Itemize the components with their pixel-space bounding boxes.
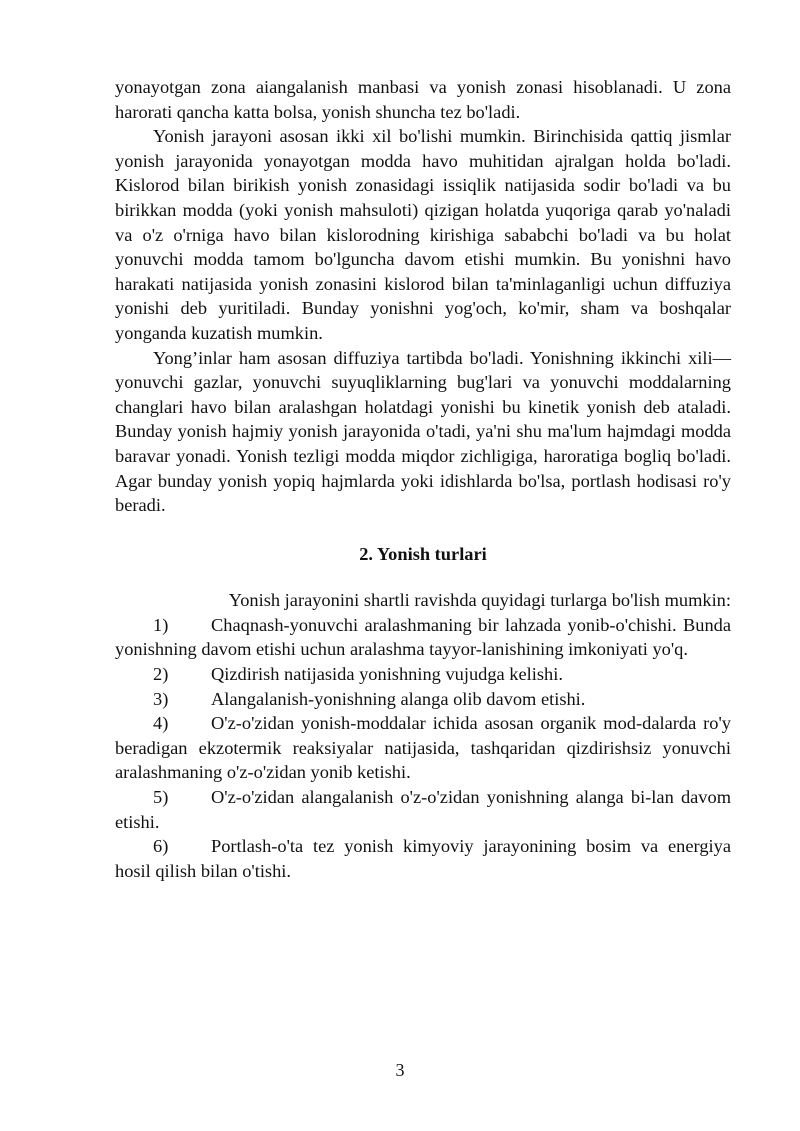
list-item-text: Alangalanish-yonishning alanga olib davom etishi. xyxy=(211,688,586,709)
page-number: 3 xyxy=(395,1060,405,1080)
list-intro: Yonish jarayonini shartli ravishda quyidagi turlarga bo'lish mumkin: xyxy=(228,590,731,611)
section-title: 2. Yonish turlari xyxy=(359,543,487,564)
list-item-number: 5) xyxy=(153,787,169,808)
list-item-text: Chaqnash-yonuvchi aralashmaning bir lahzada yonib-o'chishi. Bunda yonishning davom etishi uchun aralashma tayyor-lanishining imkoniyati yo'q. xyxy=(115,614,731,660)
paragraph-combustion-types: Yonish jarayoni asosan ikki xil bo'lishi mumkin. Birinchisida qattiq jismlar yonish jarayonida yonayotgan modda havo muhitidan ajralgan holda bo'ladi. Kislorod bilan birikish yonish zonasidagi issiqlik natijasida sodir bo'ladi va bu birikkan modda (yoki yonish mahsuloti) qizigan holatda yuqoriga qarab yo'naladi va o'z o'rniga havo bilan kislorodning kirishiga sababchi bo'ladi va bu holat yonuvchi modda tamom bo'lguncha davom etishi mumkin. Bu yonishni havo harakati natijasida yonish zonasini kislorod bilan ta'minlaganligi uchun diffuziya yonishi deb yuritiladi. Bunday yonishni yog'och, ko'mir, sham va boshqalar yonganda kuzatish mumkin. xyxy=(115,126,731,343)
paragraph-continuation: yonayotgan zona aiangalanish manbasi va yonish zonasi hisoblanadi. U zona harorati qancha katta bolsa, yonish shuncha tez bo'ladi. xyxy=(115,77,731,122)
list-item xyxy=(115,687,731,712)
paragraph-kinetic-combustion: Yong’inlar ham asosan diffuziya tartibda bo'ladi. Yonishning ikkinchi xili—yonuvchi gazlar, yonuvchi suyuqliklarning bug'lari va yonuvchi moddalarning changlari havo bilan aralashgan holatdagi yonishi bu kinetik yonish deb ataladi. Bunday yonish hajmiy yonish jarayonida o'tadi, ya'ni shu ma'lum hajmdagi modda baravar yonadi. Yonish tezligi modda miqdor zichligiga, haroratiga bogliq bo'ladi. Agar bunday yonish yopiq hajmlarda yoki idishlarda bo'lsa, portlash hodisasi ro'y beradi. xyxy=(115,347,731,516)
list-item xyxy=(115,834,731,883)
list-item-number: 3) xyxy=(153,688,169,709)
list-item-text: Qizdirish natijasida yonishning vujudga kelishi. xyxy=(211,664,563,685)
list-item-text: Portlash-o'ta tez yonish kimyoviy jarayonining bosim va energiya hosil qilish bilan o'tishi. xyxy=(115,836,731,881)
list-item xyxy=(115,662,731,687)
list-item-text: O'z-o'zidan yonish-moddalar ichida asosan organik mod-dalarda ro'y beradigan ekzotermik reaksiyalar natijasida, tashqaridan qizdirishsiz yonuvchi aralashmaning o'z-o'zidan yonib ketishi. xyxy=(115,713,731,783)
list-item-number: 1) xyxy=(153,614,169,635)
list-item-number: 6) xyxy=(153,836,169,857)
list-item xyxy=(115,711,731,785)
list-item xyxy=(115,785,731,834)
list-item-text: O'z-o'zidan alangalanish o'z-o'zidan yonishning alanga bi-lan davom etishi. xyxy=(115,787,731,832)
list-item-number: 2) xyxy=(153,664,169,685)
page-body xyxy=(115,75,731,883)
combustion-types-list xyxy=(115,613,731,884)
list-item-number: 4) xyxy=(153,713,169,734)
list-item xyxy=(115,613,731,662)
